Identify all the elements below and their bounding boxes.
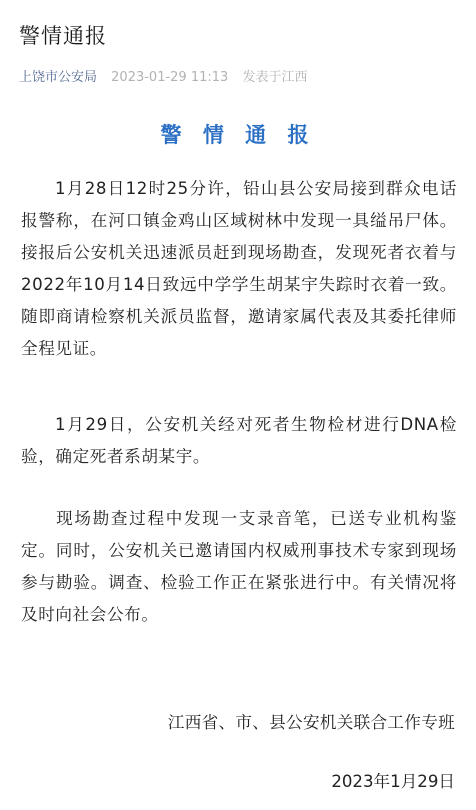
article-meta: [19, 66, 307, 85]
paragraph-text: 现场勘查过程中发现一支录音笔，已送专业机构鉴定。同时，公安机关已邀请国内权威刑事技术专家到现场参与勘验。调查、检验工作正在紧张进行中。有关情况将及时向社会公布。: [21, 509, 457, 624]
notice-headline: 警 情 通 报: [160, 123, 316, 147]
paragraph-text: 1月28日12时25分许，铅山县公安局接到群众电话报警称，在河口镇金鸡山区域树林中发现一具缢吊尸体。接报后公安机关迅速派员赶到现场勘查，发现死者衣着与2022年10月14日致远中学学生胡某宇失踪时衣着一致。随即商请检察机关派员监督，邀请家属代表及其委托律师全程见证。: [21, 179, 457, 358]
notice-date: 2023年1月29日: [331, 772, 455, 791]
account-name-link[interactable]: 上饶市公安局: [19, 70, 98, 85]
notice-paragraph-1: [21, 173, 457, 365]
notice-paragraph-3: [21, 503, 457, 631]
notice-signature: 江西省、市、县公安机关联合工作专班: [167, 713, 455, 732]
notice-paragraph-2: [21, 409, 457, 473]
publish-location: 发表于江西: [242, 70, 308, 85]
publish-time: 2023-01-29 11:13: [111, 70, 229, 85]
article-title: 警情通报: [19, 24, 107, 48]
paragraph-text: 1月29日，公安机关经对死者生物检材进行DNA检验，确定死者系胡某宇。: [21, 415, 457, 466]
